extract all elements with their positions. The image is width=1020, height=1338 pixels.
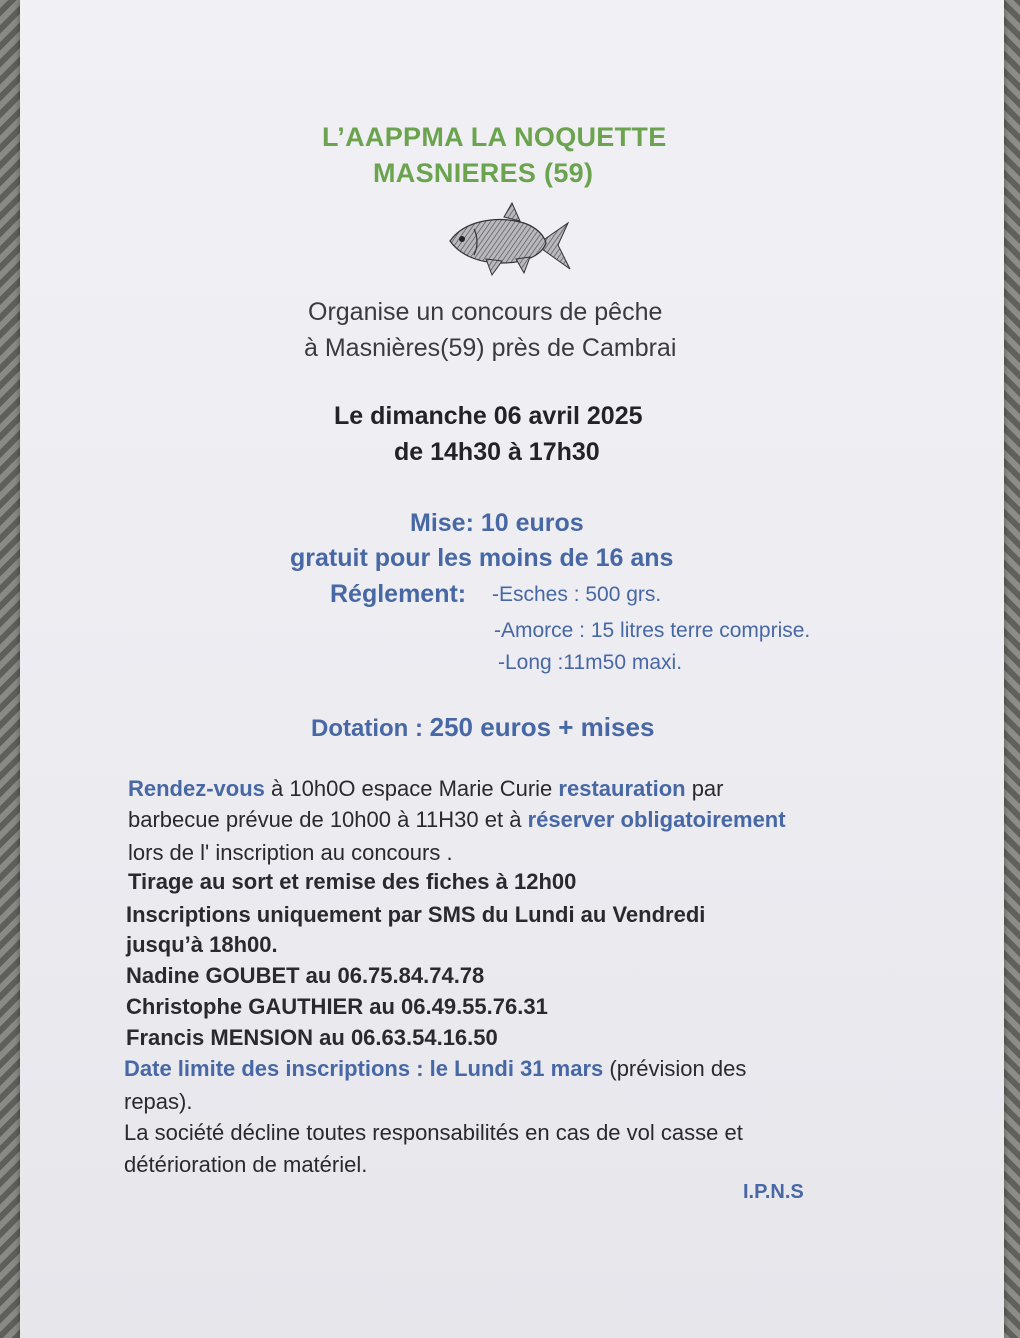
deadline-text-2: repas). [124, 1089, 193, 1114]
deadline-line [124, 1056, 746, 1082]
bbq-line [128, 807, 786, 833]
fish-icon [446, 201, 572, 281]
intro-line-2: à Masnières(59) près de Cambrai [304, 334, 677, 362]
stake-amount: Mise: 10 euros [410, 509, 584, 537]
contact-2: Christophe GAUTHIER au 06.49.55.76.31 [126, 994, 548, 1019]
event-time: de 14h30 à 17h30 [394, 438, 600, 466]
bbq-text: barbecue prévue de 10h00 à 11H30 et à [128, 807, 528, 832]
intro-line-1: Organise un concours de pêche [308, 298, 663, 326]
prize-value: 250 euros + mises [429, 712, 655, 742]
org-location: MASNIERES (59) [373, 158, 594, 188]
inscription-line: lors de l' inscription au concours . [128, 840, 453, 865]
until-line: jusqu’à 18h00. [126, 932, 278, 957]
disclaimer-line-2: détérioration de matériel. [124, 1152, 368, 1177]
restauration-text: par [685, 776, 724, 801]
deadline-label: Date limite des inscriptions : le Lundi 31 mars [124, 1056, 604, 1081]
rule-length: -Long :11m50 maxi. [498, 651, 683, 674]
deadline-text: (prévision des [603, 1056, 747, 1081]
rdv-label: Rendez-vous [128, 776, 265, 801]
contact-1: Nadine GOUBET au 06.75.84.74.78 [126, 963, 485, 988]
prize-label: Dotation : [311, 715, 430, 742]
prize-line [311, 712, 654, 743]
rdv-text: à 10h0O espace Marie Curie [264, 776, 559, 801]
reserve-label: réserver obligatoirement [527, 807, 786, 832]
event-date: Le dimanche 06 avril 2025 [334, 402, 643, 430]
free-under-16: gratuit pour les moins de 16 ans [290, 544, 674, 572]
ipns-mark: I.P.N.S [743, 1181, 804, 1203]
org-name: L’AAPPMA LA NOQUETTE [322, 122, 667, 152]
rdv-line [128, 776, 724, 802]
rule-groundbait: -Amorce : 15 litres terre comprise. [494, 619, 811, 642]
restauration-label: restauration [558, 776, 686, 801]
tablecloth-right [1002, 0, 1020, 1338]
disclaimer-line-1: La société décline toutes responsabilités en cas de vol casse et [124, 1120, 743, 1145]
contact-3: Francis MENSION au 06.63.54.16.50 [126, 1025, 498, 1050]
rule-bait: -Esches : 500 grs. [492, 583, 662, 606]
draw-line: Tirage au sort et remise des fiches à 12h00 [128, 869, 577, 894]
rules-label: Réglement: [330, 580, 467, 608]
sms-line: Inscriptions uniquement par SMS du Lundi au Vendredi [126, 902, 706, 927]
